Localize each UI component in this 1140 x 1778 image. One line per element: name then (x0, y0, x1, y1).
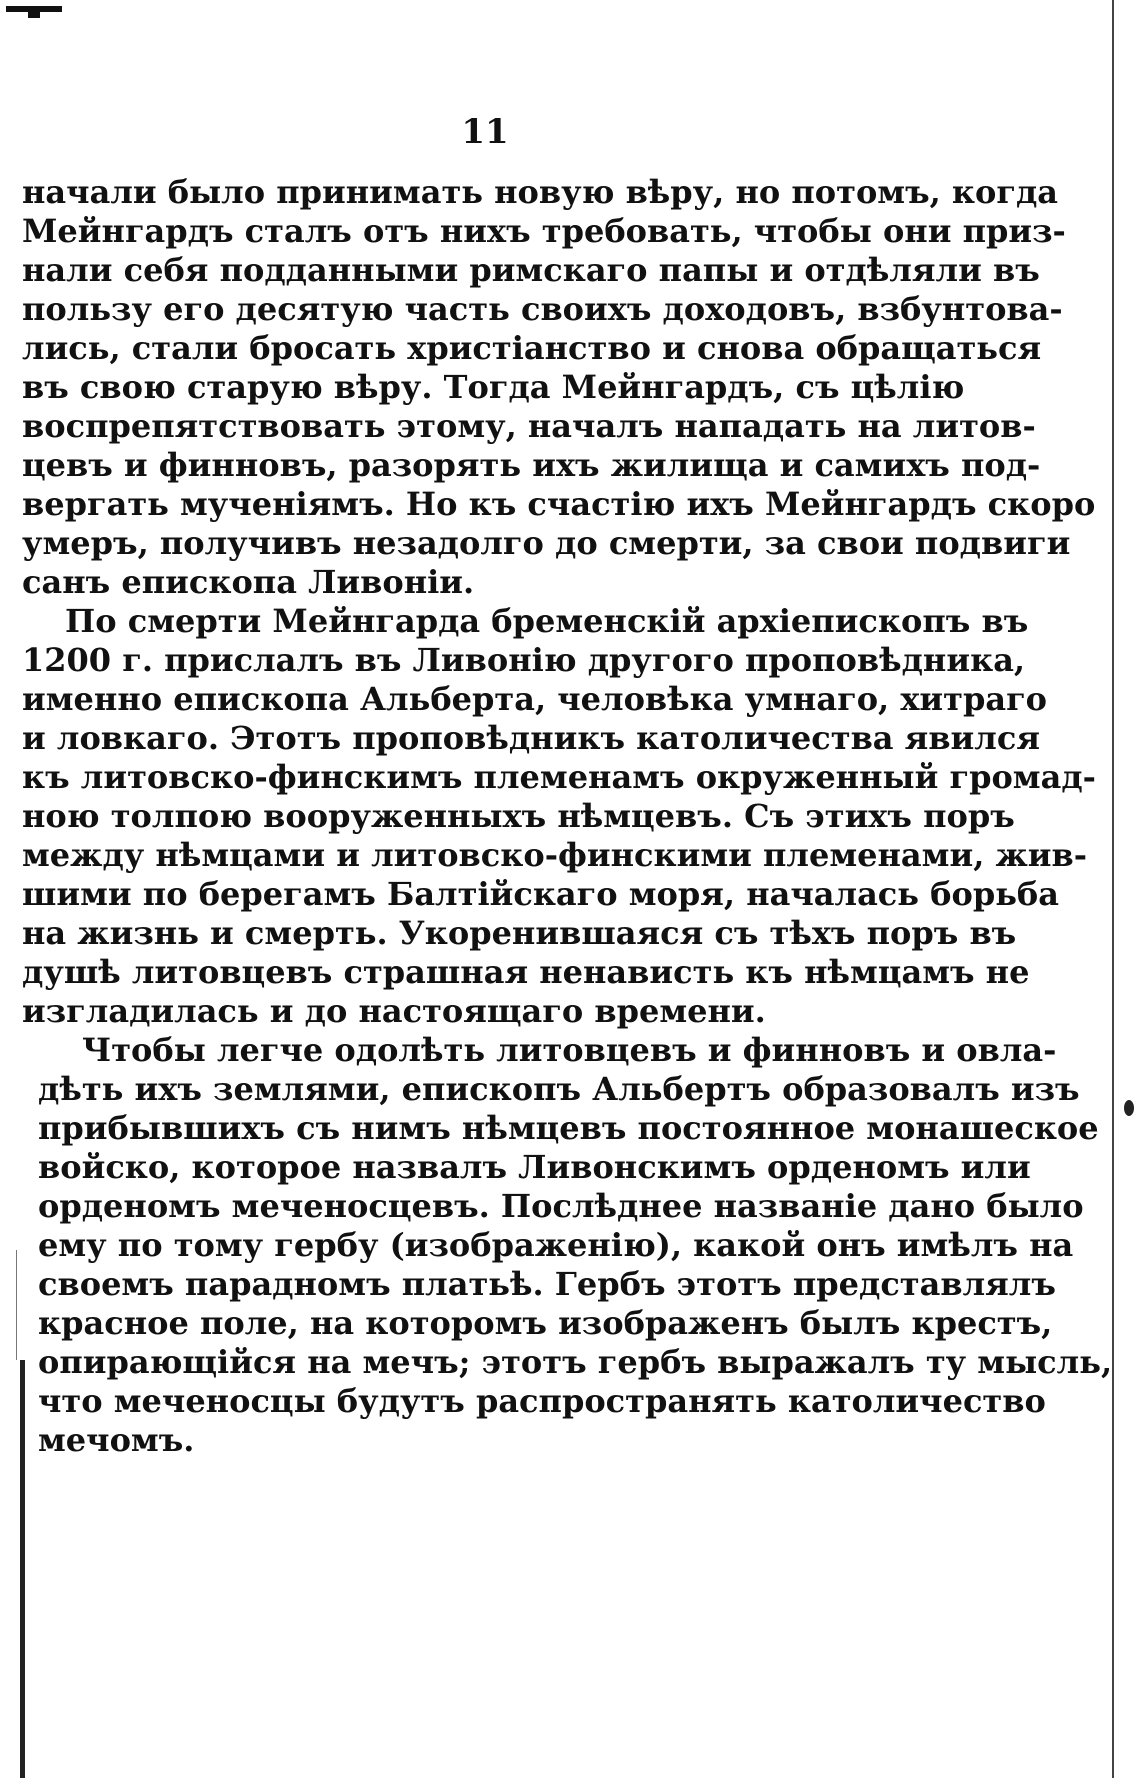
text-line: лись, стали бросать христіанство и снова обращаться (22, 329, 1042, 367)
text-line: своемъ парадномъ платьѣ. Гербъ этотъ представлялъ (38, 1265, 1056, 1303)
text-line: именно епископа Альберта, человѣка умнаго, хитраго (22, 680, 1048, 718)
binding-shadow-thin (16, 1250, 17, 1360)
text-line: къ литовско-финскимъ племенамъ окруженный громад- (22, 758, 1096, 796)
text-line: умеръ, получивъ незадолго до смерти, за свои подвиги (22, 524, 1071, 562)
text-line: цевъ и финновъ, разорять ихъ жилища и самихъ под- (22, 446, 1041, 484)
binding-shadow (20, 1360, 25, 1778)
text-line: воспрепятствовать этому, началъ нападать на литов- (22, 407, 1036, 445)
text-line: красное поле, на которомъ изображенъ былъ крестъ, (38, 1304, 1053, 1342)
text-line: По смерти Мейнгарда бременскій архіепископъ въ (65, 602, 1029, 640)
text-line: начали было принимать новую вѣру, но потомъ, когда (22, 173, 1059, 211)
text-line: опирающійся на мечъ; этотъ гербъ выражалъ ту мысль, (38, 1343, 1113, 1381)
text-line: пользу его десятую часть своихъ доходовъ, взбунтова- (22, 290, 1063, 328)
text-line: на жизнь и смерть. Укоренившаяся съ тѣхъ поръ въ (22, 914, 1017, 952)
text-line: нали себя подданными римскаго папы и отдѣляли въ (22, 251, 1040, 289)
text-line: 1200 г. прислалъ въ Ливонію другого проповѣдника, (22, 641, 1026, 679)
text-line: Мейнгардъ сталъ отъ нихъ требовать, чтобы они приз- (22, 212, 1066, 250)
text-line: изгладилась и до настоящаго времени. (22, 992, 766, 1030)
text-line: войско, которое назвалъ Ливонскимъ орденомъ или (38, 1148, 1031, 1186)
text-line: въ свою старую вѣру. Тогда Мейнгардъ, съ цѣлію (22, 368, 965, 406)
text-line: между нѣмцами и литовско-финскими племенами, жив- (22, 836, 1088, 874)
text-line: шими по берегамъ Балтійскаго моря, началась борьба (22, 875, 1059, 913)
text-line: душѣ литовцевъ страшная ненависть къ нѣмцамъ не (22, 953, 1030, 991)
text-line: мечомъ. (38, 1421, 195, 1459)
text-line: санъ епископа Ливоніи. (22, 563, 475, 601)
text-line: ему по тому гербу (изображенію), какой онъ имѣлъ на (38, 1226, 1074, 1264)
page-edge-line (1112, 0, 1114, 1778)
text-line: прибывшихъ съ нимъ нѣмцевъ постоянное монашеское (38, 1109, 1099, 1147)
corner-ink-mark (6, 6, 62, 12)
text-line: что меченосцы будутъ распространять католичество (38, 1382, 1046, 1420)
text-line: ною толпою вооруженныхъ нѣмцевъ. Съ этихъ поръ (22, 797, 1015, 835)
text-line: дѣть ихъ землями, епископъ Альбертъ образовалъ изъ (38, 1070, 1080, 1108)
text-line: орденомъ меченосцевъ. Послѣднее названіе дано было (38, 1187, 1084, 1225)
ink-blot (1124, 1100, 1134, 1116)
text-line: Чтобы легче одолѣть литовцевъ и финновъ и овла- (82, 1031, 1057, 1069)
text-line: вергать мученіямъ. Но къ счастію ихъ Мейнгардъ скоро (22, 485, 1096, 523)
page-number: 11 (461, 112, 509, 152)
text-line: и ловкаго. Этотъ проповѣдникъ католичества явился (22, 719, 1040, 757)
